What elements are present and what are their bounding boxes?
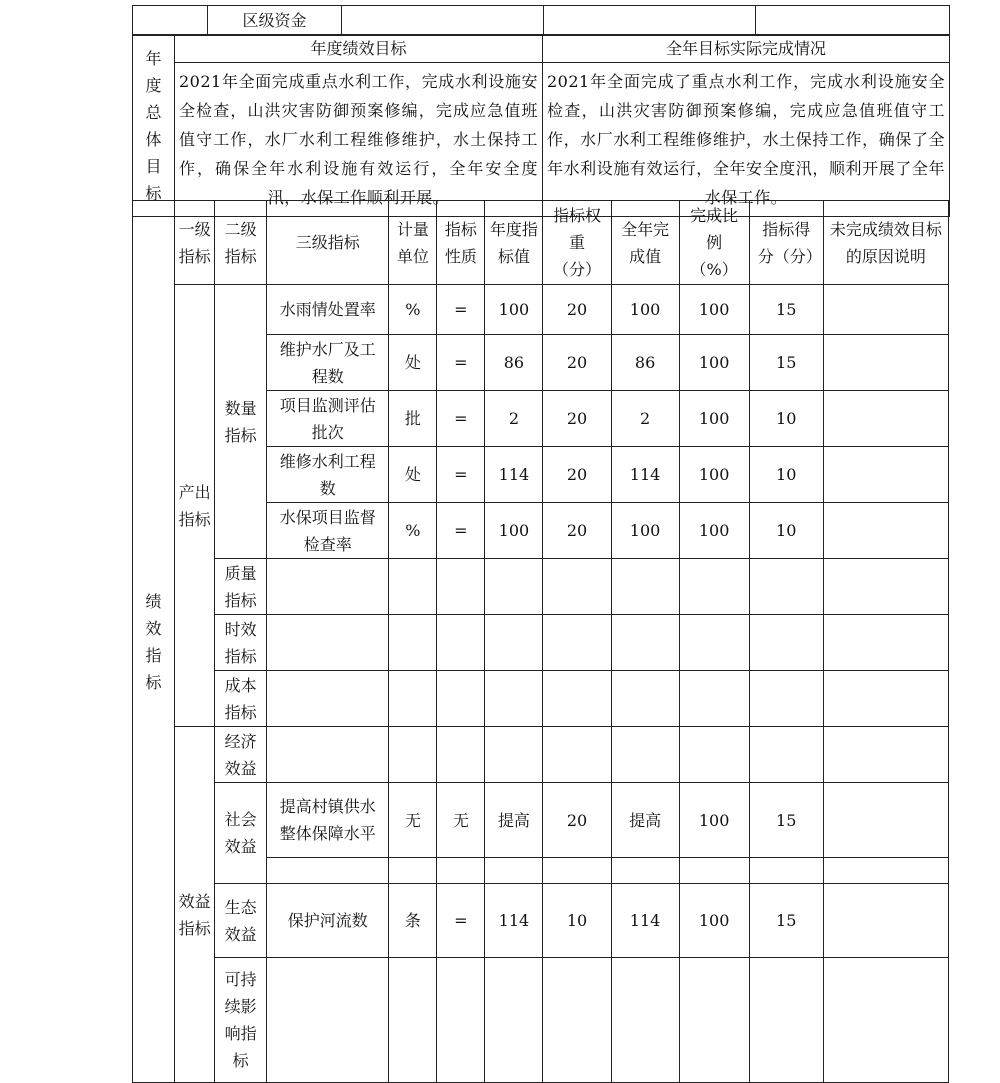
empty-cell xyxy=(389,671,437,727)
unit-cell: % xyxy=(389,503,437,559)
empty-cell xyxy=(543,559,611,615)
actual-cell: 100 xyxy=(611,285,679,335)
target-cell: 100 xyxy=(485,285,543,335)
blank-cell xyxy=(342,6,544,36)
indicator-name: 项目监测评估批次 xyxy=(267,391,389,447)
nature-cell: = xyxy=(437,884,485,958)
ratio-cell: 100 xyxy=(679,447,749,503)
target-cell: 114 xyxy=(485,884,543,958)
weight-cell: 20 xyxy=(543,447,611,503)
empty-cell xyxy=(679,858,749,884)
empty-cell xyxy=(823,615,948,671)
timeliness-indicator-label: 时效指标 xyxy=(215,615,267,671)
blank-cell xyxy=(756,6,950,36)
empty-cell xyxy=(543,727,611,783)
actual-cell: 2 xyxy=(611,391,679,447)
score-cell: 10 xyxy=(749,503,823,559)
nature-cell: = xyxy=(437,285,485,335)
empty-cell xyxy=(611,727,679,783)
quantity-indicator-label: 数量指标 xyxy=(215,285,267,559)
indicator-name: 维修水利工程数 xyxy=(267,447,389,503)
nature-cell: = xyxy=(437,391,485,447)
empty-cell xyxy=(437,727,485,783)
empty-cell xyxy=(437,858,485,884)
actual-cell: 86 xyxy=(611,335,679,391)
empty-cell xyxy=(389,858,437,884)
eco-benefit-label: 生态效益 xyxy=(215,884,267,958)
annual-goal-label: 年度总体目标 xyxy=(133,35,175,217)
empty-cell xyxy=(267,671,389,727)
empty-cell xyxy=(437,671,485,727)
empty-cell xyxy=(679,671,749,727)
header-actual: 全年完成值 xyxy=(611,201,679,285)
reason-cell xyxy=(823,884,948,958)
weight-cell: 20 xyxy=(543,503,611,559)
indicator-name: 水保项目监督检查率 xyxy=(267,503,389,559)
empty-cell xyxy=(267,615,389,671)
header-ratio: 完成比例（%） xyxy=(679,201,749,285)
reason-cell xyxy=(823,285,948,335)
empty-cell xyxy=(679,727,749,783)
weight-cell: 20 xyxy=(543,285,611,335)
empty-cell xyxy=(389,958,437,1083)
unit-cell: 处 xyxy=(389,335,437,391)
unit-cell: % xyxy=(389,285,437,335)
weight-cell: 20 xyxy=(543,335,611,391)
empty-cell xyxy=(543,858,611,884)
empty-cell xyxy=(611,559,679,615)
score-cell: 10 xyxy=(749,447,823,503)
header-weight: 指标权重（分） xyxy=(543,201,611,285)
performance-section-label: 绩效指标 xyxy=(133,201,175,1083)
ratio-cell: 100 xyxy=(679,391,749,447)
economic-benefit-label: 经济效益 xyxy=(215,727,267,783)
empty-cell xyxy=(749,615,823,671)
empty-cell xyxy=(267,958,389,1083)
empty-cell xyxy=(267,559,389,615)
nature-cell: = xyxy=(437,503,485,559)
empty-cell xyxy=(749,559,823,615)
empty-cell xyxy=(749,727,823,783)
header-level2: 二级指标 xyxy=(215,201,267,285)
target-cell: 114 xyxy=(485,447,543,503)
empty-cell xyxy=(485,559,543,615)
actual-cell: 114 xyxy=(611,447,679,503)
indicator-name: 水雨情处置率 xyxy=(267,285,389,335)
score-cell: 15 xyxy=(749,884,823,958)
reason-cell xyxy=(823,391,948,447)
nature-cell: = xyxy=(437,335,485,391)
empty-cell xyxy=(485,727,543,783)
actual-text: 2021年全面完成了重点水利工作，完成水利设施安全检查，山洪灾害防御预案修编，完成应急值班值守工作，水厂水利工程维修维护，水土保持工作，确保了全年水利设施有效运行，全年安全度汛，顺利开展了全年水保工作。 xyxy=(543,63,950,217)
empty-cell xyxy=(543,615,611,671)
performance-table xyxy=(132,200,949,1083)
weight-cell: 20 xyxy=(543,391,611,447)
header-target: 年度指标值 xyxy=(485,201,543,285)
score-cell: 10 xyxy=(749,391,823,447)
empty-cell xyxy=(823,559,948,615)
empty-cell xyxy=(749,958,823,1083)
score-cell: 15 xyxy=(749,335,823,391)
header-score: 指标得分（分） xyxy=(749,201,823,285)
unit-cell: 处 xyxy=(389,447,437,503)
goal-text: 2021年全面完成重点水利工作，完成水利设施安全检查，山洪灾害防御预案修编，完成应急值班值守工作，水厂水利工程维修维护，水土保持工作，确保全年水利设施有效运行，全年安全度汛，水保工作顺利开展。 xyxy=(175,63,543,217)
unit-cell: 条 xyxy=(389,884,437,958)
unit-cell: 批 xyxy=(389,391,437,447)
indicator-name: 提高村镇供水整体保障水平 xyxy=(267,783,389,858)
ratio-cell: 100 xyxy=(679,335,749,391)
blank-cell xyxy=(544,6,756,36)
ratio-cell: 100 xyxy=(679,783,749,858)
empty-cell xyxy=(611,671,679,727)
empty-cell xyxy=(611,958,679,1083)
fund-source-label: 区级资金 xyxy=(208,6,342,36)
weight-cell: 10 xyxy=(543,884,611,958)
empty-cell xyxy=(485,958,543,1083)
ratio-cell: 100 xyxy=(679,285,749,335)
score-cell: 15 xyxy=(749,285,823,335)
empty-cell xyxy=(543,671,611,727)
sustainability-indicator-label: 可持续影响指标 xyxy=(215,958,267,1083)
empty-cell xyxy=(823,727,948,783)
header-unit: 计量单位 xyxy=(389,201,437,285)
cost-indicator-label: 成本指标 xyxy=(215,671,267,727)
empty-cell xyxy=(485,615,543,671)
actual-cell: 114 xyxy=(611,884,679,958)
empty-cell xyxy=(823,958,948,1083)
quality-indicator-label: 质量指标 xyxy=(215,559,267,615)
empty-cell xyxy=(749,858,823,884)
empty-cell xyxy=(823,671,948,727)
header-nature: 指标性质 xyxy=(437,201,485,285)
nature-cell: = xyxy=(437,447,485,503)
empty-cell xyxy=(823,858,948,884)
empty-cell xyxy=(543,958,611,1083)
empty-cell xyxy=(267,858,389,884)
target-cell: 86 xyxy=(485,335,543,391)
target-cell: 2 xyxy=(485,391,543,447)
ratio-cell: 100 xyxy=(679,884,749,958)
empty-cell xyxy=(679,559,749,615)
social-benefit-label: 社会效益 xyxy=(215,783,267,884)
header-level1: 一级指标 xyxy=(175,201,215,285)
empty-cell xyxy=(611,615,679,671)
empty-cell xyxy=(679,615,749,671)
reason-cell xyxy=(823,447,948,503)
output-indicator-label: 产出指标 xyxy=(175,285,215,727)
empty-cell xyxy=(389,727,437,783)
weight-cell: 20 xyxy=(543,783,611,858)
unit-cell: 无 xyxy=(389,783,437,858)
empty-cell xyxy=(611,858,679,884)
reason-cell xyxy=(823,335,948,391)
empty-cell xyxy=(437,958,485,1083)
empty-cell xyxy=(679,958,749,1083)
empty-cell xyxy=(267,727,389,783)
indicator-name: 维护水厂及工程数 xyxy=(267,335,389,391)
fund-source-row xyxy=(132,5,950,36)
target-cell: 100 xyxy=(485,503,543,559)
empty-cell xyxy=(749,671,823,727)
empty-cell xyxy=(389,615,437,671)
reason-cell xyxy=(823,503,948,559)
nature-cell: 无 xyxy=(437,783,485,858)
ratio-cell: 100 xyxy=(679,503,749,559)
benefit-indicator-label: 效益指标 xyxy=(175,727,215,1083)
empty-cell xyxy=(437,559,485,615)
target-cell: 提高 xyxy=(485,783,543,858)
empty-cell xyxy=(437,615,485,671)
indicator-name: 保护河流数 xyxy=(267,884,389,958)
reason-cell xyxy=(823,783,948,858)
score-cell: 15 xyxy=(749,783,823,858)
goal-header: 年度绩效目标 xyxy=(175,35,543,63)
actual-cell: 提高 xyxy=(611,783,679,858)
actual-header: 全年目标实际完成情况 xyxy=(543,35,950,63)
actual-cell: 100 xyxy=(611,503,679,559)
empty-cell xyxy=(485,671,543,727)
blank-cell xyxy=(133,6,208,36)
empty-cell xyxy=(389,559,437,615)
empty-cell xyxy=(485,858,543,884)
annual-goal-table xyxy=(132,34,950,217)
header-level3: 三级指标 xyxy=(267,201,389,285)
header-reason: 未完成绩效目标的原因说明 xyxy=(823,201,948,285)
